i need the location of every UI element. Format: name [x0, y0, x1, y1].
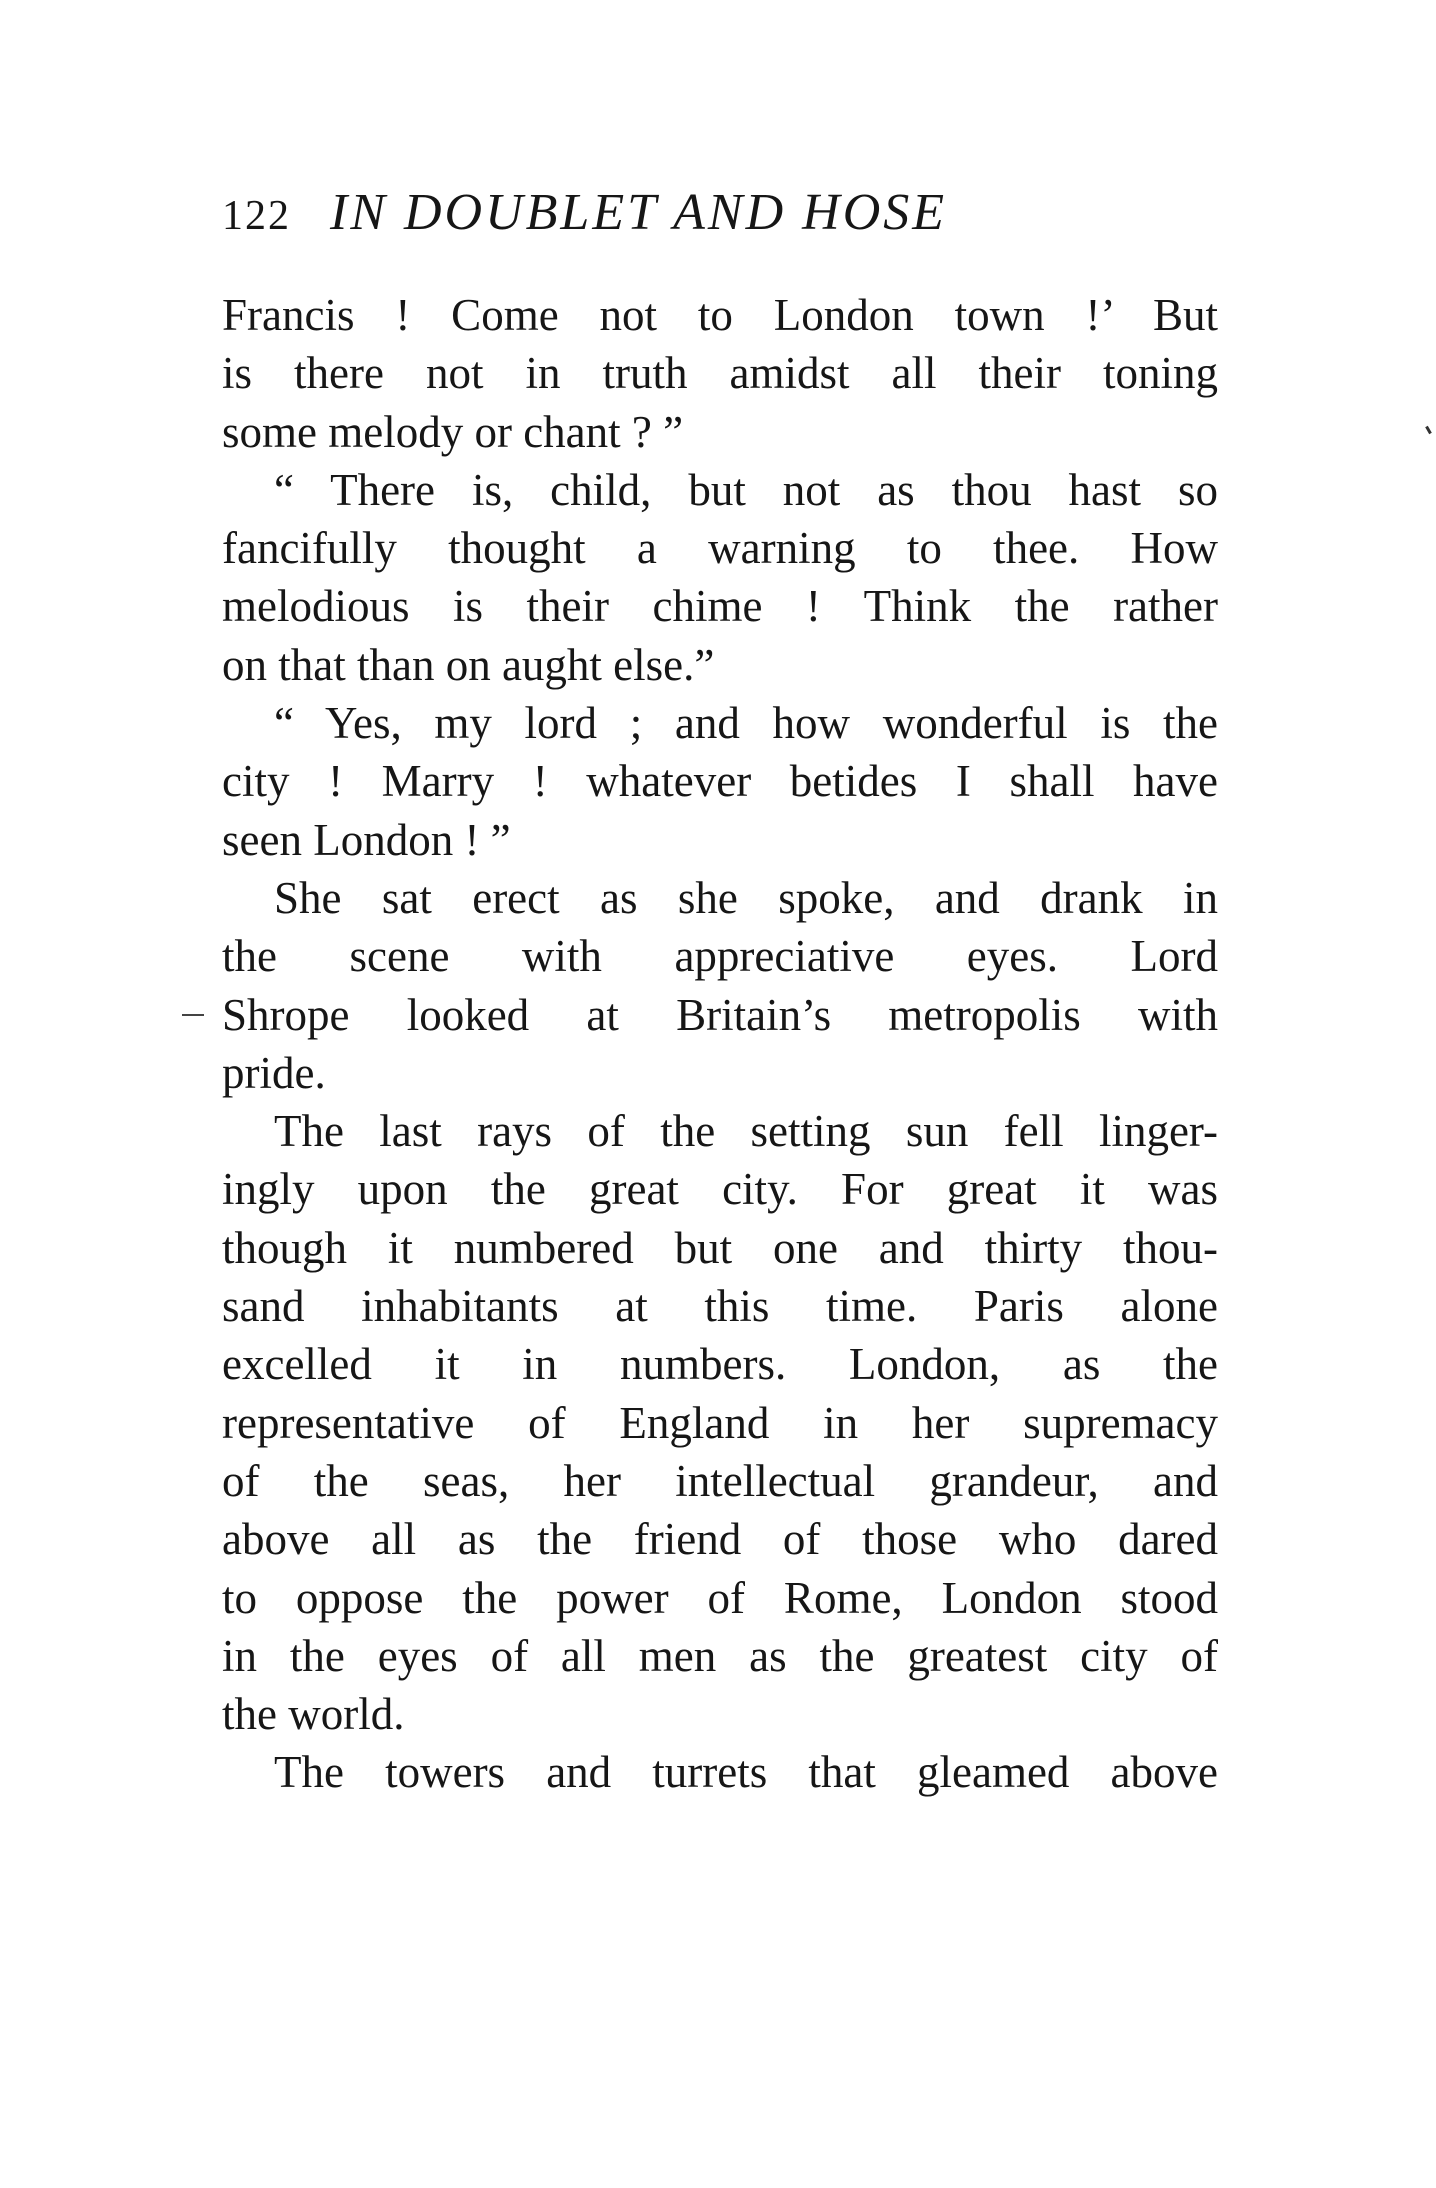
text-line: pride.: [222, 1047, 326, 1098]
text-line: “ Yes, my lord ; and how wonderful is the: [274, 698, 1218, 749]
text-line: is there not in truth amidst all their toning: [222, 348, 1218, 399]
text-line: on that than on aught else.”: [222, 639, 715, 690]
text-line: seen London ! ”: [222, 814, 511, 865]
page-number: 122: [222, 193, 291, 239]
text-line: The towers and turrets that gleamed above: [274, 1747, 1218, 1798]
text-line: melodious is their chime ! Think the rather: [222, 581, 1218, 632]
text-line: in the eyes of all men as the greatest city of: [222, 1630, 1218, 1681]
text-line: to oppose the power of Rome, London stood: [222, 1572, 1218, 1623]
text-line: sand inhabitants at this time. Paris alone: [222, 1281, 1218, 1332]
text-line: She sat erect as she spoke, and drank in: [274, 872, 1218, 923]
text-line: “ There is, child, but not as thou hast so: [274, 464, 1218, 515]
text-line: fancifully thought a warning to thee. How: [222, 523, 1218, 574]
text-line: excelled it in numbers. London, as the: [222, 1339, 1218, 1390]
text-line: ingly upon the great city. For great it was: [222, 1164, 1218, 1215]
margin-mark: [182, 1014, 204, 1016]
running-head: [222, 178, 1222, 248]
body-text: [222, 286, 1218, 1802]
text-line: Shrope looked at Britain’s metropolis with: [222, 989, 1218, 1040]
text-line: above all as the friend of those who dared: [222, 1514, 1218, 1565]
text-line: of the seas, her intellectual grandeur, and: [222, 1455, 1218, 1506]
text-line: the scene with appreciative eyes. Lord: [222, 931, 1218, 982]
text-line: some melody or chant ? ”: [222, 406, 684, 457]
text-line: the world.: [222, 1689, 405, 1740]
book-title: IN DOUBLET AND HOSE: [330, 184, 948, 241]
text-line: representative of England in her supremacy: [222, 1397, 1218, 1448]
margin-speck: [1425, 426, 1432, 434]
text-line: The last rays of the setting sun fell linger-: [274, 1106, 1218, 1157]
text-line: though it numbered but one and thirty thou-: [222, 1222, 1218, 1273]
text-line: Francis ! Come not to London town !’ But: [222, 290, 1218, 340]
text-line: city ! Marry ! whatever betides I shall have: [222, 756, 1218, 807]
